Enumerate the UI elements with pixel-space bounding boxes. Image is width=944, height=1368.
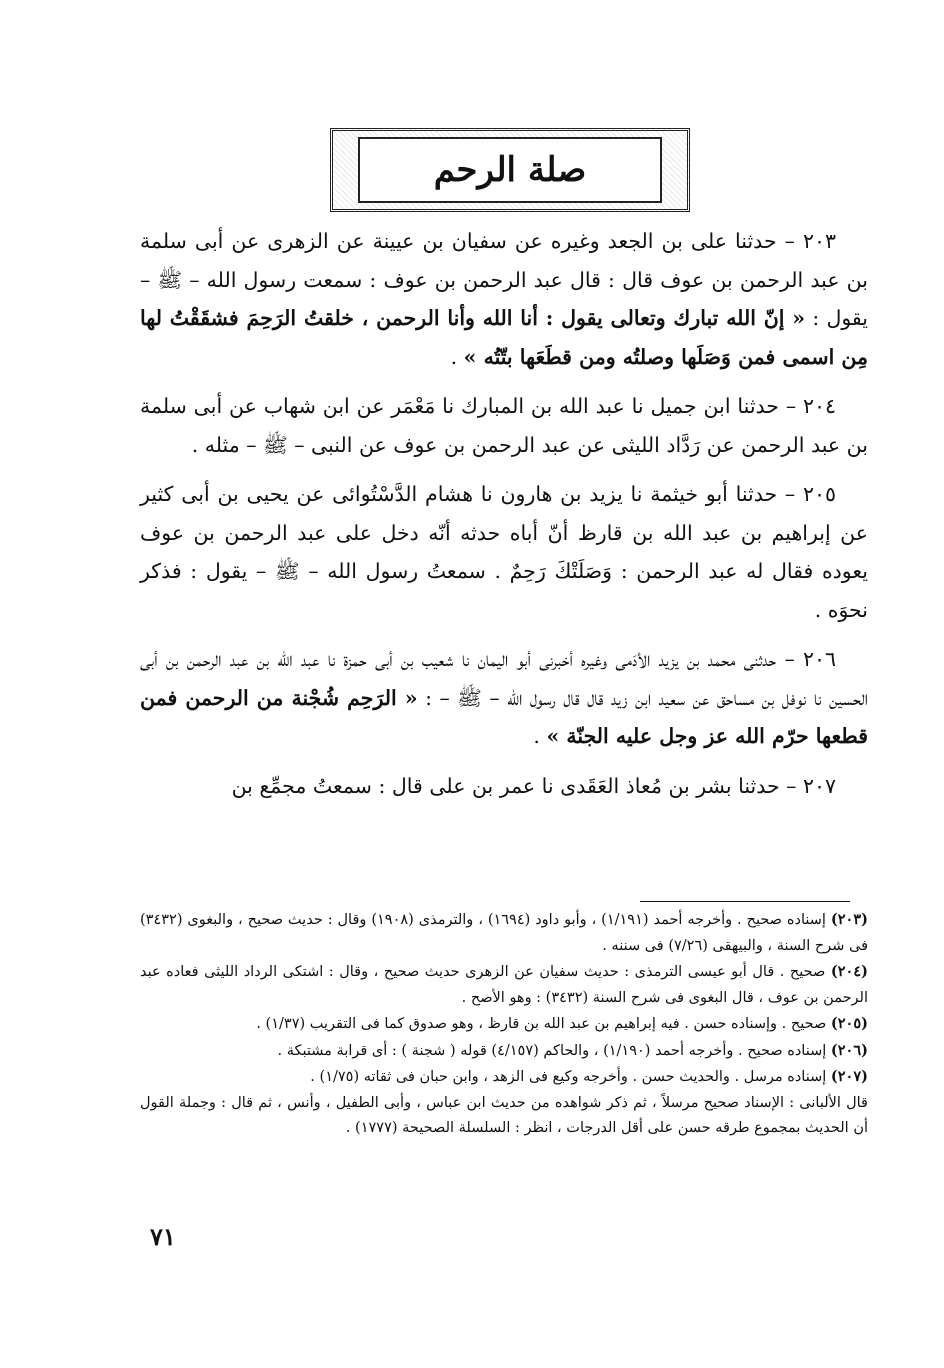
chapter-title: صلة الرحم (433, 150, 587, 190)
footnote-206: (٢٠٦) إسناده صحيح . وأخرجه أحمد (١/١٩٠) ، والحاكم (٤/١٥٧) قوله ( شجنة ) : أى قرابة مشتبكة . (277, 1041, 868, 1059)
footnote-207-continuation: قال الألبانى : الإسناد صحيح مرسلاً ، ثم ذكر شواهده من حديث ابن عباس ، وأبى الطفيل ، وأنس ، ثم قال : وجملة القول أن الحديث بمجموع طرقه حسن على أقل الدرجات ، انظر : السلسلة الصحيحة (١٧٧٧) . (140, 1094, 868, 1136)
page-number: ٧١ (150, 1222, 176, 1251)
hadith-body (140, 222, 868, 816)
hadith-203: ٢٠٣ – حدثنا على بن الجعد وغيره عن سفيان بن عيينة عن الزهرى عن أبى سلمة بن عبد الرحمن بن عوف قال : قال عبد الرحمن بن عوف : سمعت رسول الله – ﷺ – يقول : « إنّ الله تبارك وتعالى يقول : أنا الله وأنا الرحمن ، خلقتُ الرَحِمَ فشقَقْتُ لها مِن اسمى فمن وَصَلَها وصلتُه ومن قطَعَها بتّتُه » . (140, 229, 868, 369)
hadith-205: ٢٠٥ – حدثنا أبو خيثمة نا يزيد بن هارون نا هشام الدَّسْتُوائى عن يحيى بن أبى كثير عن إبراهيم بن عبد الله بن قارظ أنّ أباه حدثه أنّه دخل على عبد الرحمن بن عوف يعوده فقال له عبد الرحمن : وَصَلَتْكَ رَحِمٌ . سمعتُ رسول الله – ﷺ – يقول : فذكر نحوَه . (140, 482, 868, 622)
hadith-204: ٢٠٤ – حدثنا ابن جميل نا عبد الله بن المبارك نا مَعْمَر عن ابن شهاب عن أبى سلمة بن عبد الرحمن عن رَدَّاد الليثى عن عبد الرحمن بن عوف عن النبى – ﷺ – مثله . (140, 394, 868, 457)
hadith-206: ٢٠٦ – حدثنى محمد بن يزيد الأدَمى وغيره أخبرنى أبو اليمان نا شعيب بن أبى حمزة نا عبد الله بن عبد الرحمن بن أبى الحسين نا نوفل بن مساحق عن سعيد ابن زيد قال قال رسول الله – ﷺ – : « الرَحِم شُجْنة من الرحمن فمن قطعها حرّم الله عز وجل عليه الجنّة » . (140, 647, 868, 748)
ornamental-title-frame (330, 128, 690, 212)
hadith-206-quote: « الرَحِم شُجْنة من الرحمن فمن قطعها حرّم الله عز وجل عليه الجنّة » (140, 685, 868, 748)
footnote-204: (٢٠٤) صحيح . قال أبو عيسى الترمذى : حديث سفيان عن الزهرى حديث صحيح ، وقال : اشتكى الرداد الليثى فعاده عبد الرحمن بن عوف ، قال البغوى فى شرح السنة (٣٤٣٢) : وهو الأصح . (140, 963, 868, 1006)
hadith-207: ٢٠٧ – حدثنا بشر بن مُعاذ العَقَدى نا عمر بن على قال : سمعتُ مجمِّع بن (231, 773, 836, 798)
hadith-203-quote: « إنّ الله تبارك وتعالى يقول : أنا الله وأنا الرحمن ، خلقتُ الرَحِمَ فشقَقْتُ لها مِن اسمى فمن وَصَلَها وصلتُه ومن قطَعَها بتّتُه » (140, 306, 868, 369)
footnote-205: (٢٠٥) صحيح . وإسناده حسن . فيه إبراهيم بن عبد الله بن قارظ ، وهو صدوق كما فى التقريب (١/٣٧) . (256, 1015, 868, 1032)
title-cartouche (358, 137, 662, 203)
footnote-207: (٢٠٧) إسناده مرسل . والحديث حسن . وأخرجه وكيع فى الزهد ، وابن حبان فى ثقاته (١/٧٥) . (310, 1068, 868, 1085)
footnotes (140, 907, 868, 1142)
footnote-203: (٢٠٣) إسناده صحيح . وأخرجه أحمد (١/١٩١) ، وأبو داود (١٦٩٤) ، والترمذى (١٩٠٨) وقال : حديث صحيح ، والبغوى (٣٤٣٢) فى شرح السنة ، والبيهقى (٧/٢٦) فى سننه . (140, 911, 869, 954)
footnote-separator (640, 901, 850, 902)
